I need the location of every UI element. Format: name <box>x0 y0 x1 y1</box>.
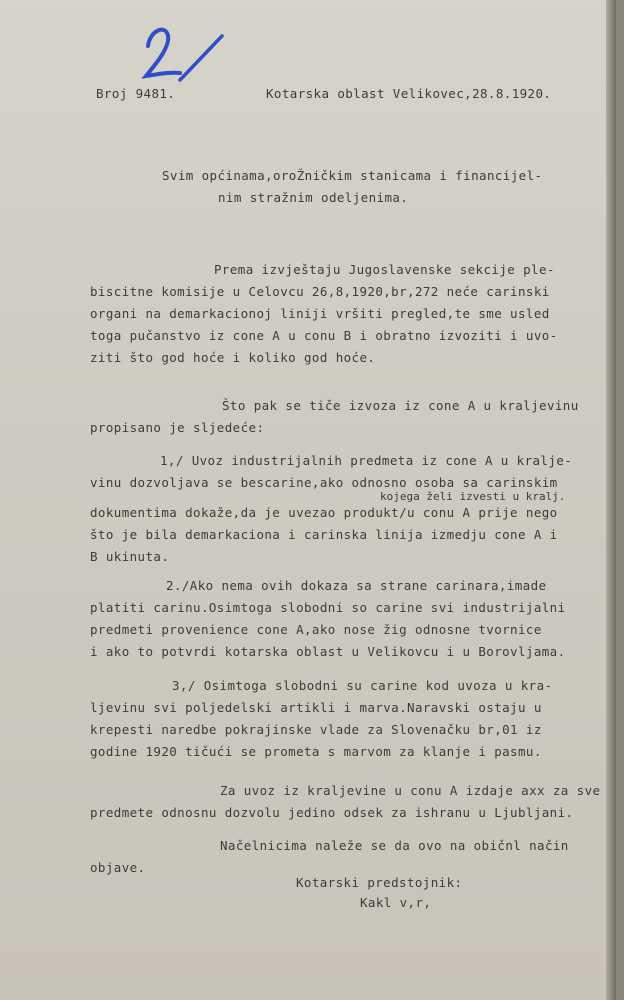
text-line: objave. <box>90 860 146 875</box>
place-date: Kotarska oblast Velikovec,28.8.1920. <box>266 86 552 101</box>
address-line-1: Svim općinama,oroŽničkim stanicama i financijel- <box>162 168 543 183</box>
text-line: krepesti naredbe pokrajinske vlade za Slovenačku br,01 iz <box>90 722 542 737</box>
text-line: 3,/ Osimtoga slobodni su carine kod uvoza u kra- <box>172 678 553 693</box>
text-line: što je bila demarkaciona i carinska linija izmedju cone A i <box>90 527 558 542</box>
paragraph-1 <box>90 259 610 369</box>
text-line: toga pučanstvo iz cone A u conu B i obratno izvoziti i uvo- <box>90 328 558 343</box>
text-line: dokumentima dokaže,da je uvezao produkt/u conu A prije nego <box>90 505 558 520</box>
document-number: Broj 9481. <box>96 86 176 101</box>
text-line: B ukinuta. <box>90 549 170 564</box>
text-line: godine 1920 tičući se prometa s marvom za klanje i pasmu. <box>90 744 542 759</box>
text-line: Prema izvještaju Jugoslavenske sekcije ple- <box>214 262 555 277</box>
text-line: Što pak se tiče izvoza iz cone A u kraljevinu <box>222 398 579 413</box>
text-line: ziti što god hoće i koliko god hoće. <box>90 350 376 365</box>
text-line: 1,/ Uvoz industrijalnih predmeta iz cone A u kralje- <box>160 453 573 468</box>
signature-name: Kakl v,r, <box>360 895 432 910</box>
paragraph-7 <box>90 835 610 879</box>
text-line: propisano je sljedeće: <box>90 420 265 435</box>
text-line: predmeti provenience cone A,ako nose žig odnosne tvornice <box>90 622 542 637</box>
paragraph-4 <box>90 575 610 663</box>
text-line: i ako to potvrdi kotarska oblast u Velikovcu i u Borovljama. <box>90 644 566 659</box>
text-line: biscitne komisije u Celovcu 26,8,1920,br,272 neće carinski <box>90 284 550 299</box>
text-line: Za uvoz iz kraljevine u conu A izdaje axx za sve <box>220 783 601 798</box>
paragraph-3 <box>90 450 610 568</box>
text-line: predmete odnosnu dozvolu jedino odsek za ishranu u Ljubljani. <box>90 805 574 820</box>
text-line: Načelnicima naleže se da ovo na običnl način <box>220 838 569 853</box>
text-line: platiti carinu.Osimtoga slobodni so carine svi industrijalni <box>90 600 566 615</box>
signature-title: Kotarski predstojnik: <box>296 875 463 890</box>
page-edge-shadow <box>606 0 616 1000</box>
interlinear-insertion: kojega želi izvesti u kralj. <box>380 490 566 503</box>
paragraph-6 <box>90 780 610 824</box>
address-line-2: nim stražnim odeljenima. <box>218 190 409 205</box>
text-line: organi na demarkacionoj liniji vršiti pregled,te sme usled <box>90 306 550 321</box>
paragraph-2 <box>90 395 610 439</box>
paragraph-5 <box>90 675 610 763</box>
text-line: ljevinu svi poljedelski artikli i marva.Naravski ostaju u <box>90 700 542 715</box>
text-line: 2./Ako nema ovih dokaza sa strane carinara,imade <box>166 578 547 593</box>
handwritten-mark <box>140 18 230 88</box>
text-line: vinu dozvoljava se bescarine,ako odnosno osoba sa carinskim <box>90 475 558 490</box>
